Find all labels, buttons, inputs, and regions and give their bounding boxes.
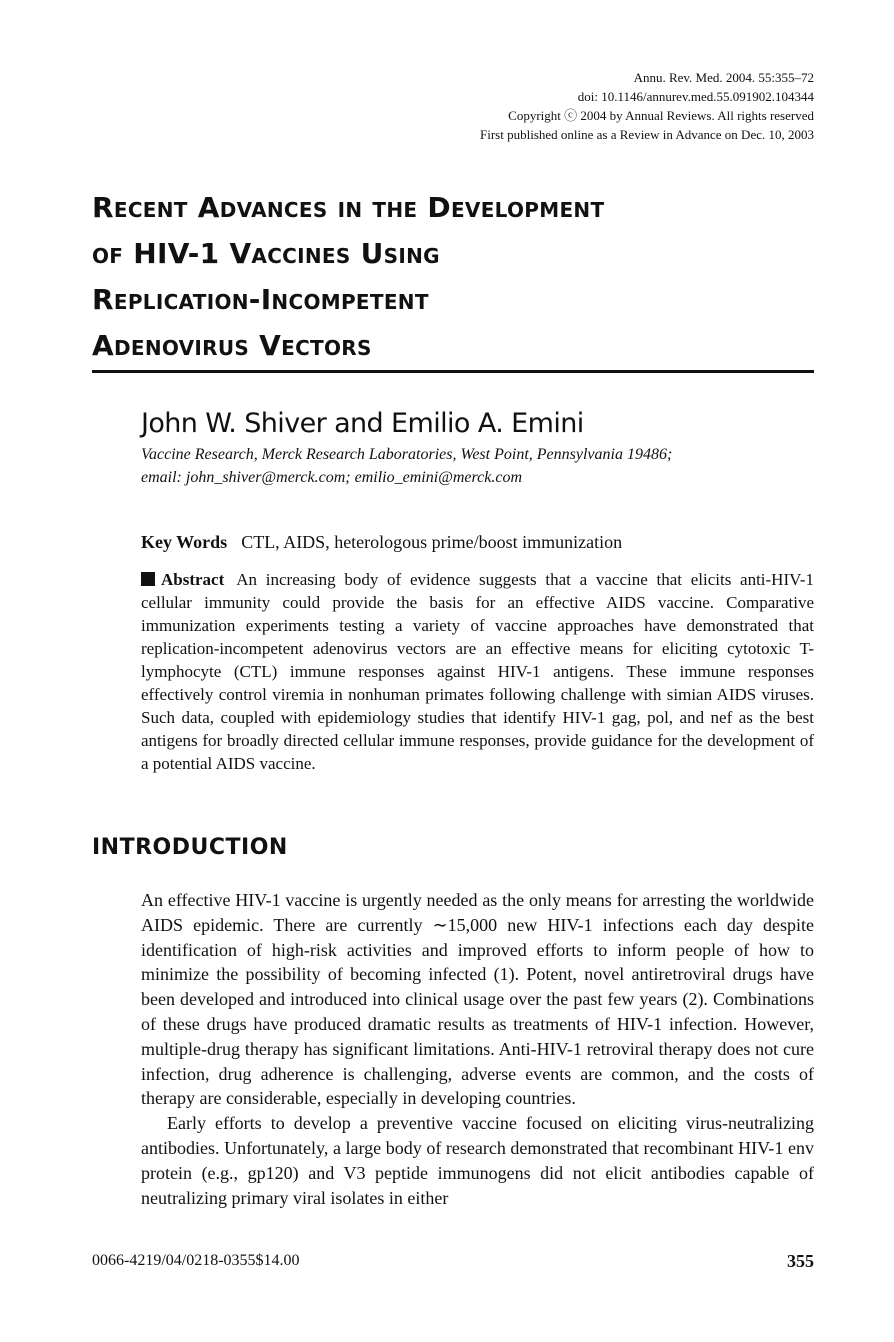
body-text bbox=[141, 888, 814, 1210]
title-line: Adenovirus Vectors bbox=[92, 329, 372, 362]
citation: Annu. Rev. Med. 2004. 55:355–72 bbox=[633, 70, 814, 85]
abstract-text: An increasing body of evidence suggests that a vaccine that elicits anti-HIV-1 cellular immunity could provide the basis for an effective AIDS vaccine. Comparative immunization experiments testing a variety of vaccine approaches have demonstrated that replication-incompetent adenovirus vectors are an effective means for eliciting cytotoxic T-lymphocyte (CTL) immune responses against HIV-1 antigens. These immune responses effectively control viremia in nonhuman primates following challenge with simian AIDS viruses. Such data, coupled with epidemiology studies that identify HIV-1 gag, pol, and nef as the best antigens for broadly directed cellular immune responses, provide guidance for the development of a potential AIDS vaccine. bbox=[141, 570, 814, 773]
keywords bbox=[141, 532, 622, 553]
page-number: 355 bbox=[787, 1251, 814, 1271]
paragraph: Early efforts to develop a preventive vaccine focused on eliciting virus-neutralizing antibodies. Unfortunately, a large body of research demonstrated that recombinant HIV-1 env protein (e.g., gp120) and V3 peptide immunogens did not elicit antibodies capable of neutralizing primary viral isolates in either bbox=[141, 1113, 814, 1208]
article-title bbox=[92, 185, 814, 369]
title-line: Replication-Incompetent bbox=[92, 283, 429, 316]
keywords-label: Key Words bbox=[141, 532, 228, 552]
square-bullet-icon bbox=[141, 572, 155, 586]
copyright: Copyright ⓒ 2004 by Annual Reviews. All rights reserved bbox=[508, 108, 814, 123]
affiliation-line: Vaccine Research, Merck Research Laboratories, West Point, Pennsylvania 19486; bbox=[141, 446, 673, 463]
paragraph: An effective HIV-1 vaccine is urgently needed as the only means for arresting the worldwide AIDS epidemic. There are currently ∼15,000 new HIV-1 infections each day despite identification of high-risk activities and improved efforts to inform people of how to minimize the possibility of becoming infected (1). Potent, novel antiretroviral drugs have been developed and introduced into clinical usage over the past few years (2). Combinations of these drugs have produced dramatic results as treatments of HIV-1 infection. However, multiple-drug therapy has significant limitations. Anti-HIV-1 retroviral therapy does not cure infection, drug adherence is challenging, adverse events are common, and the costs of therapy are considerable, especially in developing countries. bbox=[141, 890, 814, 1109]
title-line: of HIV-1 Vaccines Using bbox=[92, 237, 440, 270]
affiliation-email: email: john_shiver@merck.com; emilio_emini@merck.com bbox=[141, 469, 523, 486]
journal-header bbox=[480, 68, 814, 144]
title-rule bbox=[92, 370, 814, 373]
section-heading: INTRODUCTION bbox=[92, 835, 288, 860]
title-line: Recent Advances in the Development bbox=[92, 191, 605, 224]
authors: John W. Shiver and Emilio A. Emini bbox=[141, 408, 584, 439]
affiliation bbox=[141, 443, 672, 489]
first-published: First published online as a Review in Advance on Dec. 10, 2003 bbox=[480, 127, 814, 142]
abstract bbox=[141, 568, 814, 775]
doi: doi: 10.1146/annurev.med.55.091902.104344 bbox=[577, 89, 814, 104]
footer-code: 0066-4219/04/0218-0355$14.00 bbox=[92, 1252, 300, 1269]
keywords-text: CTL, AIDS, heterologous prime/boost immunization bbox=[241, 532, 623, 552]
abstract-label: Abstract bbox=[161, 570, 225, 589]
